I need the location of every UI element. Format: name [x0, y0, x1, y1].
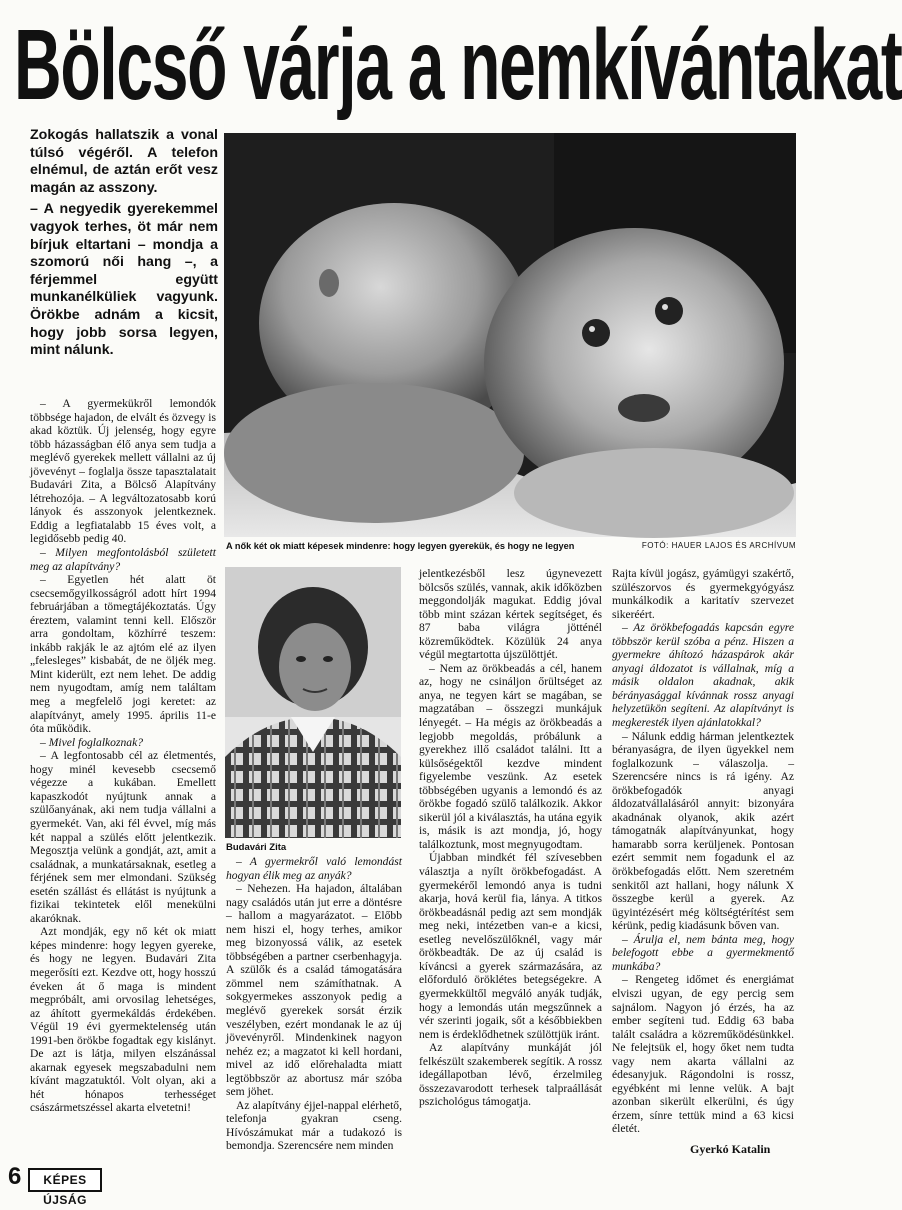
interview-question: – Árulja el, nem bánta meg, hogy belefogott ebbe a gyermekmentő munkába?: [612, 932, 794, 973]
interview-question: – Milyen megfontolásból született meg az alapítvány?: [30, 546, 216, 573]
article-paragraph: – Egyetlen hét alatt öt csecsemőgyilkosságról adott hírt 1994 februárjában a tömegtájékoztatás. Úgy éreztem, valamint tenni kell. Először arra gondoltam, közhírré teszem: inkább rakják le az ajtóm elé az ilyen „felesleges” kisbabát, de ne öljék meg. Mint kiderült, ezt nem lehet. De addig nem nyugodtam, amíg nem találtam meg a megfelelő jogi keretet: az alapítványt, amely 1995. április 11-e óta működik.: [30, 573, 216, 736]
portrait-photo: [225, 567, 401, 838]
article-paragraph: – A gyermekükről lemondók többsége hajadon, de elvált és özvegy is akad köztük. Új jelenség, hogy egyre több házasságban élő anya sem tudja a meglévő gyerekek mellett vállalni az új jövevényt – foglalja össze tapasztalatait Budavári Zita, a Bölcső Alapítvány létrehozója. – A legváltozatosabb korú lányok és asszonyok jelentkeznek. Eddig a legfiatalabb 15 éves volt, a legidősebb pedig 40.: [30, 397, 216, 546]
portrait-illustration: [225, 567, 401, 838]
article-paragraph: Újabban mindkét fél szívesebben választja a nyílt örökbefogadást. A gyermekéről lemondó anya is tudni akarja, hová kerül fia, lánya. A titkos örökbeadásnál pedig azt sem mondják meg neki, intézetben van-e a kicsi, esetleg nevelőszülőknél, vagy már örökbeadták. De az új család is kíváncsi a gyerek származására, az előforduló öröklétes betegségekre. A gyermekkültől megváló anyák tudják, hogy a lemondás után megszűnnek a vér szerinti jogaik, sőt a későbbiekben nem is érdeklődhetnek szülöttjük iránt.: [419, 851, 602, 1041]
photo-credit: FOTÓ: HAUER LAJOS ÉS ARCHÍVUM: [641, 541, 796, 550]
article-paragraph: – Nálunk eddig hárman jelentkeztek béranyaságra, de ilyen ügyekkel nem foglalkozunk – válaszolja. – Szerencsére nincs is rá igény. Az örökbefogadók anyagi áldozatvállalásáról annyit: bizonyára akadnának olyanok, akik azért támogatnák alapítványunkat, hogy hamarabb sorra kerüljenek. Pontosan ezért semmit nem fogadunk el az örökbefogadás előtt. Nem szeretném senkitől azt hallani, hogy nálunk X összegbe kerül a gyerek. Az ügyintézésért még költségtérítést sem kérünk, pedig kiadásunk bőven van.: [612, 729, 794, 933]
article-paragraph: Az alapítvány munkáját jól felkészült szakemberek segítik. A rossz idegállapotban lévő, érzelmileg összezavarodott terhesek talpraállását pszichológus támogatja.: [419, 1041, 602, 1109]
page-number: 6: [8, 1163, 22, 1190]
author-byline: Gyerkó Katalin: [690, 1142, 771, 1156]
portrait-caption: Budavári Zita: [226, 842, 287, 853]
article-paragraph: jelentkezésből lesz úgynevezett bölcsős szülés, vannak, akik időközben meggondolják magukat. Eddig jóval több mint százan kértek segítséget, és 87 baba világra jötténél közreműködtek. Közülük 24 anya végül megtartotta újszülöttjét.: [419, 567, 602, 662]
article-paragraph: – A legfontosabb cél az életmentés, hogy minél kevesebb csecsemő végezze a kukában. Emellett kapaszkodót nyújtunk annak a szülőanyának, aki nem tudja vállalni a gyermekét. Van, aki fél évvel, míg más két nappal a szülés előtt jelentkezik. Megosztja velünk a gondját, azt, amit a családnak, a munkatársaknak, esetleg a férjének sem mer elmondani. Szükség esetén szállást és ellátást is nyújtunk a fizikai tekintetek elől menekülni akaróknak.: [30, 749, 216, 925]
article-paragraph: Rajta kívül jogász, gyámügyi szakértő, szülészorvos és gyermekgyógyász munkálkodik a karitatív szervezet sikeréért.: [612, 567, 794, 621]
babies-illustration: [224, 133, 796, 537]
article-column-3: [419, 567, 602, 1167]
article-paragraph: – Nem az örökbeadás a cél, hanem az, hogy ne csináljon őrültséget az anya, ne tegyen kárt se magában, se magzatában – összegzi munkájuk lényegét. – Ha mégis az örökbeadás a legjobb megoldás, próbálunk a gyerekhez illő családot találni. Itt a külsőségektől kezdve mindent figyelembe veszünk. Az esetek többségében ugyanis a lemondó és az örökbe fogadó szülő találkozik. Akkor sikerül jól a kiválasztás, ha utána egyik is, másik is azt mondja, jó, hogy találkoztunk, most megnyugodtam.: [419, 661, 602, 851]
photo-caption-line: [226, 541, 796, 551]
lead-p2: – A negyedik gyerekemmel vagyok terhes, öt már nem bírjuk eltartani – mondja a szomorú női hang –, a férjemmel együtt munkanélküliek vagyunk. Örökbe adnám a kicsit, hogy jobb sorsa legyen, mint nálunk.: [30, 201, 218, 359]
photo-caption: A nők két ok miatt képesek mindenre: hogy legyen gyerekük, és hogy ne legyen: [226, 541, 575, 551]
interview-question: – Az örökbefogadás kapcsán egyre többször kerül szóba a pénz. Hiszen a gyermekre áhítozó házaspárok akár anyagi áldozatot is vállalnak, míg a másik oldalon akadnak, akik bérányasággal kívánnak rossz anyagi helyzetükön segíteni. Az alapítványt is megkeresték ilyen ajánlatokkal?: [612, 621, 794, 730]
lead-paragraph: [30, 127, 218, 364]
interview-question: – A gyermekről való lemondást hogyan élik meg az anyák?: [226, 855, 402, 882]
headline: Bölcső várja a nemkívántakat: [14, 9, 902, 121]
article-paragraph: – Nehezen. Ha hajadon, általában nagy családós után jut erre a döntésre – hallom a magyarázatot. – Előbb nem hiszi el, hogy terhes, amikor meg bizonyossá válik, az esetek többségében a partner cserbenhagyja. A szülők és a család támogatására zömmel nem számíthatnak. A sokgyermekes asszonyok pedig a meglévő gyerekek sorsát érzik veszélyben, ezért mondanak le az új jövevényről. Mindenkinek nagyon nehéz ez; a magzatot ki kell hordani, mivel az idő előrehaladta miatt legtöbbször az abortusz már szóba sem jöhet.: [226, 882, 402, 1099]
article-column-2: [226, 855, 402, 1168]
article-paragraph: Az alapítvány éjjel-nappal elérhető, telefonja gyakran cseng. Hívószámukat már a tudakozó is bemondja. Szerencsére nem minden: [226, 1098, 402, 1153]
article-paragraph: Azt mondják, egy nő két ok miatt képes mindenre: hogy legyen gyereke, és hogy ne legyen. Budavári Zita megerősíti ezt. Kezdve ott, hogy hosszú éveken át ő maga is mindent megpróbált, ami orvosilag lehetséges, az áhított gyermekáldás érdekében. Végül 19 évi gyermektelenség után 1991-ben örökbe fogadtak egy kislányt. De azt is látja, milyen elszánással akarnak egyesek megszabadulni nem kívánt magzatuktól. Volt olyan, aki a hét hónapos terhességet császármetszéssel akarta elvetetni!: [30, 925, 216, 1115]
interview-question: – Mivel foglalkoznak?: [40, 735, 144, 749]
article-paragraph: – Rengeteg időmet és energiámat elviszi ugyan, de egy percig sem sajnálom. Nagyon jó érzés, ha az ember segíteni tud. Eddig 63 baba talált családra a közreműködésünkkel. Ne felejtsük el, hogy őket nem tudta vagy nem akarta vállalni az édesanyjuk. Rágondolni is rossz, egyébként mi lenne velük. A bajt azonban sikerült elkerülni, és úgy érzem, sínre tettük mind a 63 kicsi életét.: [612, 973, 794, 1136]
lead-p1: Zokogás hallatszik a vonal túlsó végéről. A telefon elnémul, de aztán erőt vesz magán az asszony.: [30, 127, 218, 196]
article-column-4: [612, 567, 794, 1139]
publication-logo: KÉPES ÚJSÁG: [28, 1168, 102, 1192]
babies-photo: [224, 133, 796, 537]
article-column-1: [30, 397, 216, 1163]
